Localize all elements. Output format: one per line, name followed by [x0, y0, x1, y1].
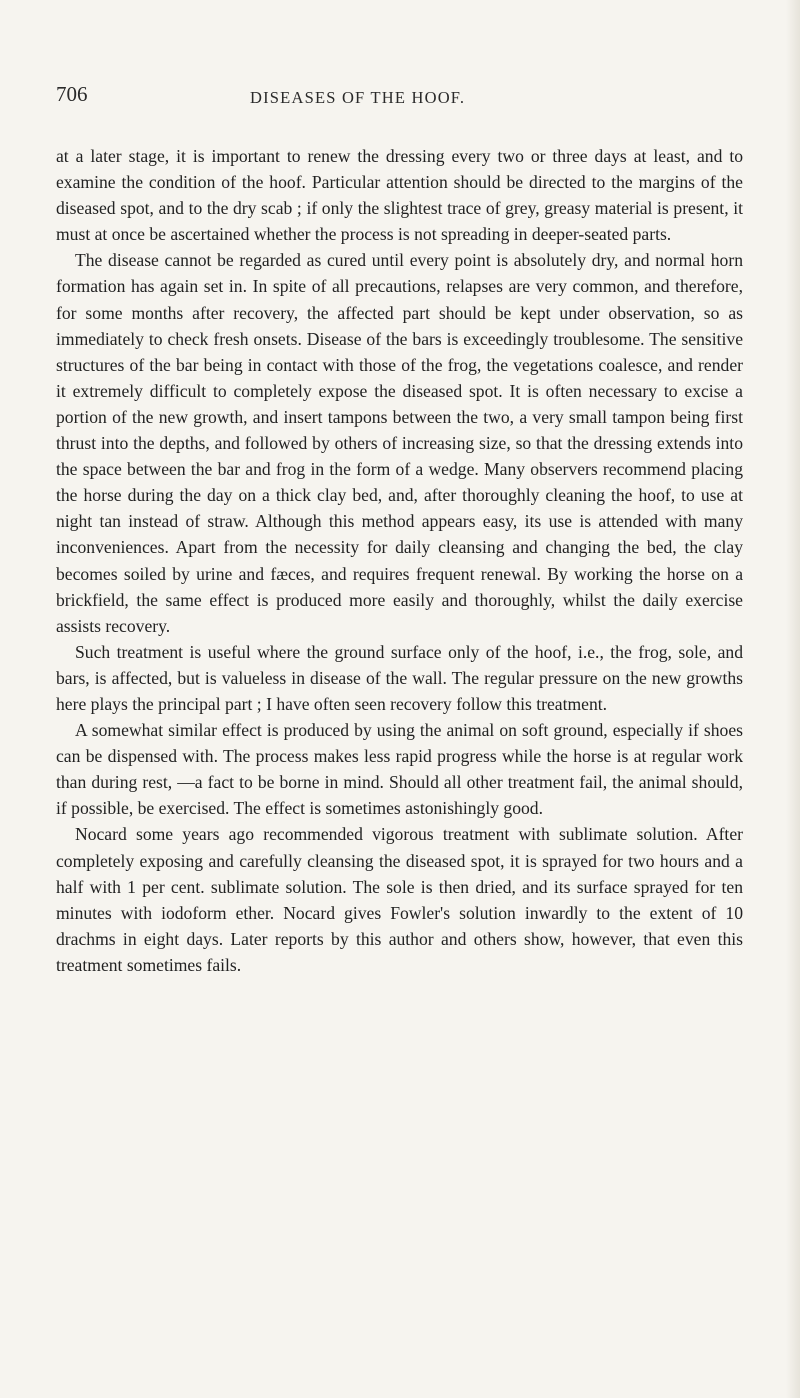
page-number: 706 [56, 82, 88, 106]
paragraph-1: at a later stage, it is important to renew the dressing every two or three days at least, and to examine the condition of the hoof. Particular attention should be directed to the margins of the diseased spot, and to the dry scab ; if only the slightest trace of grey, greasy material is present, it must at once be ascertained whether the process is not spreading in deeper-seated parts. [56, 146, 743, 245]
running-title: DISEASES OF THE HOOF. [250, 88, 466, 107]
paragraph-4: A somewhat similar effect is produced by using the animal on soft ground, especially if shoes can be dispensed with. The process makes less rapid progress while the horse is at regular work than during rest, —a fact to be borne in mind. Should all other treatment fail, the animal should, if possible, be exercised. The effect is sometimes astonishingly good. [56, 720, 743, 819]
paragraph-5: Nocard some years ago recommended vigorous treatment with sublimate solution. After completely exposing and carefully cleansing the diseased spot, it is sprayed for two hours and a half with 1 per cent. sublimate solution. The sole is then dried, and its surface sprayed for ten minutes with iodoform ether. Nocard gives Fowler's solution inwardly to the extent of 10 drachms in eight days. Later reports by this author and others show, however, that even this treatment sometimes fails. [56, 824, 743, 975]
paragraph-3: Such treatment is useful where the ground surface only of the hoof, i.e., the frog, sole, and bars, is affected, but is valueless in disease of the wall. The regular pressure on the new growths here plays the principal part ; I have often seen recovery follow this treatment. [56, 641, 743, 714]
body-text [56, 143, 743, 978]
page-edge-shadow [786, 0, 800, 1398]
paragraph-2: The disease cannot be regarded as cured until every point is absolutely dry, and normal horn formation has again set in. In spite of all precautions, relapses are very common, and therefore, for some months after recovery, the affected part should be kept under observation, so as immediately to check fresh onsets. Disease of the bars is exceedingly troublesome. The sensitive structures of the bar being in contact with those of the frog, the vegetations coalesce, and render it extremely difficult to completely expose the diseased spot. It is often necessary to excise a portion of the new growth, and insert tampons between the two, a very small tampon being first thrust into the depths, and followed by others of increasing size, so that the dressing extends into the space between the bar and frog in the form of a wedge. Many observers recommend placing the horse during the day on a thick clay bed, and, after thoroughly cleaning the hoof, to use at night tan instead of straw. Although this method appears easy, its use is attended with many inconveniences. Apart from the necessity for daily cleansing and changing the bed, the clay becomes soiled by urine and fæces, and requires frequent renewal. By working the horse on a brickfield, the same effect is produced more easily and thoroughly, whilst the daily exercise assists recovery. [56, 250, 743, 636]
